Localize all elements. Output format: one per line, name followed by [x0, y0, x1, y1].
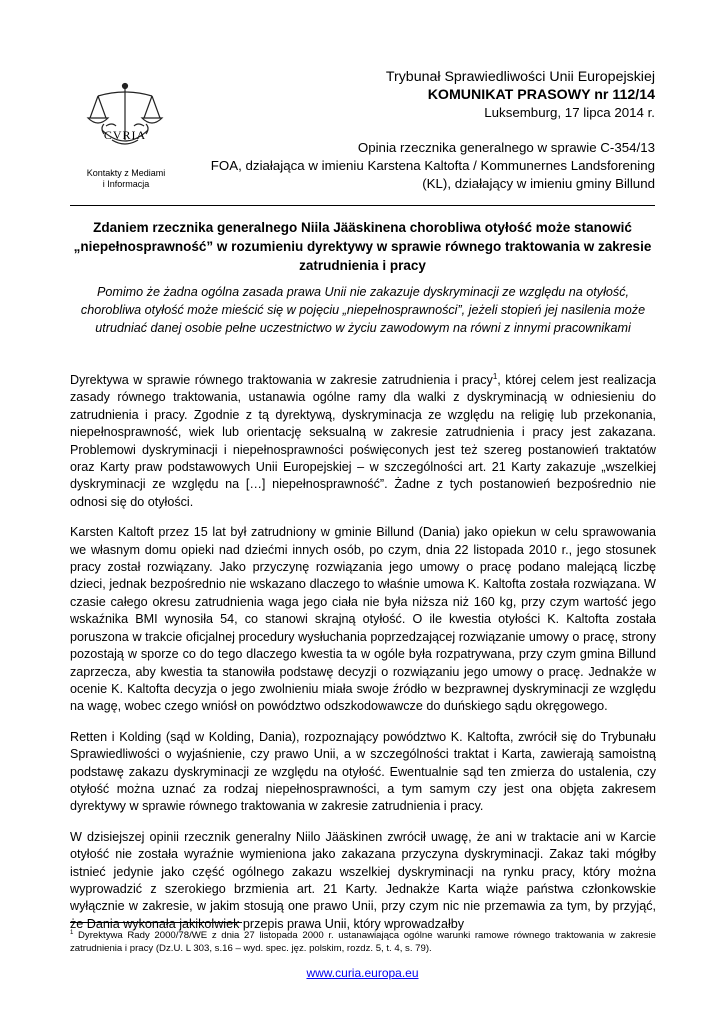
footnote-text: Dyrektywa Rady 2000/78/WE z dnia 27 listopada 2000 r. ustanawiająca ogólne warunki ramowe równego traktowania w zakresie zatrudnienia i pracy (Dz.U. L 303, s.16 – wyd. spec. jęz. polskim, rozdz. 5, t. 4, s. 79). [70, 930, 656, 954]
media-contact-label [76, 168, 176, 190]
footnote-number: 1 [70, 929, 74, 936]
footnote [70, 929, 656, 955]
curia-website-link[interactable]: www.curia.europa.eu [306, 966, 419, 980]
paragraph-4: W dzisiejszej opinii rzecznik generalny Niilo Jääskinen zwrócił uwagę, że ani w traktacie ani w Karcie otyłość nie została wyraźnie wymieniona jako zakazana przyczyna dyskryminacji. Zakaz taki mógłby istnieć jedynie jako część ogólnego zakazu wszelkiej dyskryminacji na rynku pracy, który można wyprowadzić z szerokiego brzmienia art. 21 Karty. Jednakże Karta wiąże państwa członkowskie wyłącznie w zakresie, w jakim stosują one prawo Unii, przy czym nic nie przemawia za tym, by przyjąć, że Dania wykonała jakikolwiek przepis prawa Unii, który wprowadzałby [70, 829, 656, 931]
headline: Zdaniem rzecznika generalnego Niila Jääskinena chorobliwa otyłość może stanowić „niepełnosprawność” w rozumieniu dyrektywy w sprawie równego traktowania w zakresie zatrudnienia i pracy [73, 220, 652, 273]
logo-wordmark: CVRIA [103, 128, 147, 142]
paragraph-3: Retten i Kolding (sąd w Kolding, Dania), rozpoznający powództwo K. Kaltofta, zwrócił się do Trybunału Sprawiedliwości o wyjaśnienie, czy prawo Unii, a w szczególności traktat i Karta, zawierają samoistną podstawę zakazu dyskryminacji ze względu na otyłość. Ewentualnie sąd ten zmierza do ustalenia, czy otyłość można uznać za rodzaj niepełnosprawności, a tym samym czy jest ona objęta zakresem dyrektywy w sprawie równego traktowania w zakresie zatrudnienia i pracy. [70, 729, 656, 814]
court-name: Trybunał Sprawiedliwości Unii Europejskiej [385, 69, 655, 85]
case-reference-line-1: Opinia rzecznika generalnego w sprawie C-354/13 [357, 140, 655, 155]
case-reference-line-2: FOA, działająca w imieniu Karstena Kaltofta / Kommunernes Landsforening [210, 158, 655, 173]
place-date: Luksemburg, 17 lipca 2014 r. [484, 105, 655, 120]
footnote-ref[interactable]: 1 [492, 371, 498, 381]
scales-of-justice-icon [82, 82, 168, 166]
case-reference-line-3: (KL), działający w imieniu gminy Billund [422, 176, 655, 191]
paragraph-2: Karsten Kaltoft przez 15 lat był zatrudniony w gminie Billund (Dania) jako opiekun w celu sprawowania we własnym domu opieki nad dziećmi innych osób, po czym, dnia 22 listopada 2010 r., jego stosunek pracy został rozwiązany. Jako przyczynę rozwiązania jego umowy o pracę podano malejącą liczbę dzieci, jednak bezpośrednio nie wskazano dlaczego to właśnie umowa K. Kaltofta została rozwiązana. W czasie całego okresu zatrudnienia waga jego ciała nie była niższa niż 160 kg, przy czym wartość jego wskaźnika BMI wynosiła 54, co stanowi skrajną otyłość. O ile kwestia otyłości K. Kaltofta została poruszona w trakcie oficjalnej procedury wysłuchania poprzedzającej rozwiązanie umowy o pracę, strony pozostają w sporze co do tego dlaczego kwestia ta w ogóle była rozpatrywana, przy czym gmina Billund zaprzecza, aby kwestia ta stanowiła podstawę decyzji o rozwiązaniu jego umowy o pracę. Jednakże w ocenie K. Kaltofta decyzja o jego zwolnieniu miała swoje źródło w bezprawnej dyskryminacji ze względu na wagę, wobec czego wniósł on powództwo odszkodowawcze do duńskiego sądu okręgowego. [70, 525, 656, 714]
contact-line-1: Kontakty z Mediami [86, 168, 166, 178]
footnote-divider [70, 922, 242, 923]
press-release-number: KOMUNIKAT PRASOWY nr 112/14 [427, 87, 655, 103]
header-divider [70, 205, 655, 206]
contact-line-2: i Informacja [102, 179, 150, 189]
press-header [185, 68, 655, 193]
subheadline: Pomimo że żadna ogólna zasada prawa Unii nie zakazuje dyskryminacji ze względu na otyłość, chorobliwa otyłość może mieścić się w pojęciu „niepełnosprawności”, jeżeli stopień jej nasilenia może utrudniać danej osobie pełne uczestnictwo w życiu zawodowym na równi z innymi pracownikami [80, 285, 646, 335]
article-body [70, 372, 656, 946]
footer [0, 966, 725, 980]
paragraph-1: Dyrektywa w sprawie równego traktowania w zakresie zatrudnienia i pracy$^1$, której celem jest realizacja zasady równego traktowania, ustanawia ogólne ramy dla walki z dyskryminacją w odniesieniu do zatrudnienia i pracy. Zgodnie z tą dyrektywą, dyskryminacja ze względu na religię lub przekonania, niepełnosprawność, wiek lub orientację seksualną w zakresie zatrudnienia i pracy jest zakazana. Problemowi dyskryminacji i niepełnosprawności poświęconych jest też szereg postanowień traktatów oraz Karty praw podstawowych Unii Europejskiej – w szczególności art. 21 Karty zakazuje „wszelkiej dyskryminacji ze względu na […] niepełnosprawność”. Żadne z tych postanowień bezpośrednio nie odnosi się do otyłości. [70, 371, 657, 509]
